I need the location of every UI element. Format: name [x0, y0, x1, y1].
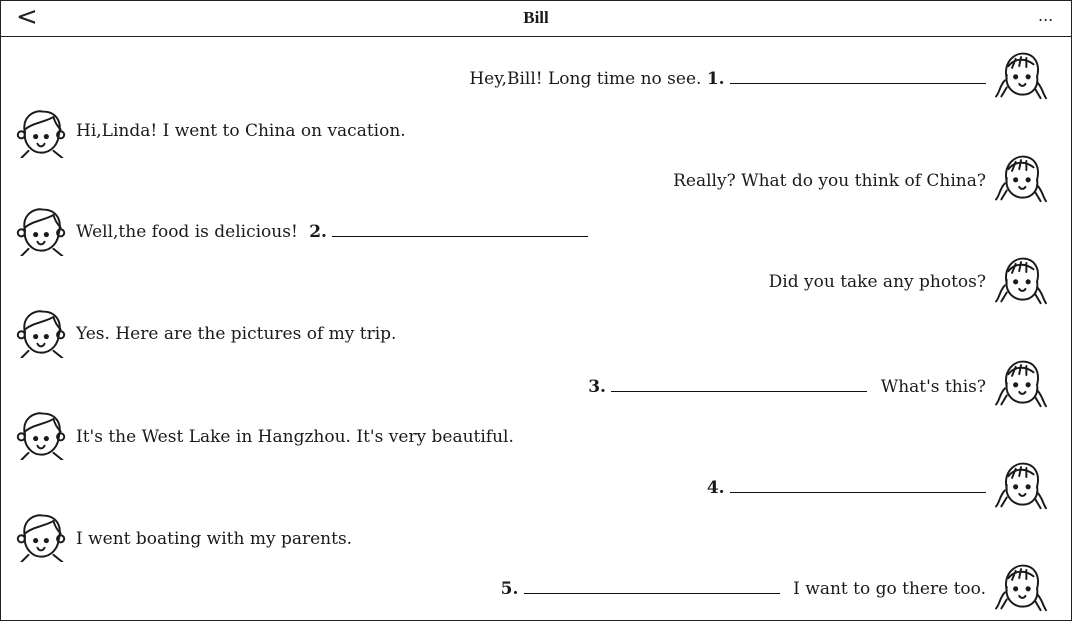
more-options-icon[interactable]: ... — [1038, 6, 1054, 25]
answer-blank-3[interactable] — [611, 375, 867, 392]
message-text: Did you take any photos? — [768, 272, 986, 292]
message-text: Well,the food is delicious! — [76, 222, 298, 242]
chat-header — [0, 0, 1072, 37]
chat-message-1 — [469, 67, 986, 90]
boy-avatar-icon — [14, 206, 68, 256]
blank-number-5: 5. — [500, 579, 519, 599]
answer-blank-5[interactable] — [524, 577, 780, 594]
boy-avatar-icon — [14, 410, 68, 460]
girl-avatar-icon — [994, 50, 1048, 100]
girl-avatar-icon — [994, 460, 1048, 510]
chat-message-4 — [76, 220, 588, 243]
blank-number-3: 3. — [588, 377, 606, 397]
chat-message-6 — [76, 323, 396, 345]
girl-avatar-icon — [994, 153, 1048, 203]
back-icon[interactable]: < — [16, 2, 38, 32]
blank-number-4: 4. — [706, 478, 725, 498]
chat-message-2 — [76, 120, 406, 142]
boy-avatar-icon — [14, 512, 68, 562]
chat-message-3 — [673, 170, 986, 192]
chat-title: Bill — [523, 8, 549, 27]
chat-message-11 — [501, 577, 986, 600]
message-text: Really? What do you think of China? — [673, 171, 986, 191]
boy-avatar-icon — [14, 308, 68, 358]
message-text: Yes. Here are the pictures of my trip. — [76, 324, 397, 344]
chat-message-7 — [588, 375, 986, 398]
answer-blank-4[interactable] — [730, 476, 986, 493]
chat-message-5 — [769, 271, 986, 293]
message-text: It's the West Lake in Hangzhou. It's very beautiful. — [76, 427, 514, 447]
message-text: I want to go there too. — [793, 579, 986, 599]
chat-message-9 — [707, 476, 986, 499]
message-text: Hey,Bill! Long time no see. — [469, 69, 702, 89]
chat-message-8 — [76, 426, 514, 448]
answer-blank-2[interactable] — [332, 220, 588, 237]
girl-avatar-icon — [994, 562, 1048, 612]
message-text: Hi,Linda! I went to China on vacation. — [76, 121, 406, 141]
message-text: What's this? — [880, 377, 986, 397]
boy-avatar-icon — [14, 108, 68, 158]
answer-blank-1[interactable] — [730, 67, 986, 84]
blank-number-2: 2. — [309, 222, 327, 242]
blank-number-1: 1. — [706, 69, 725, 89]
message-text: I went boating with my parents. — [76, 529, 353, 549]
girl-avatar-icon — [994, 255, 1048, 305]
chat-message-10 — [76, 528, 352, 550]
girl-avatar-icon — [994, 358, 1048, 408]
